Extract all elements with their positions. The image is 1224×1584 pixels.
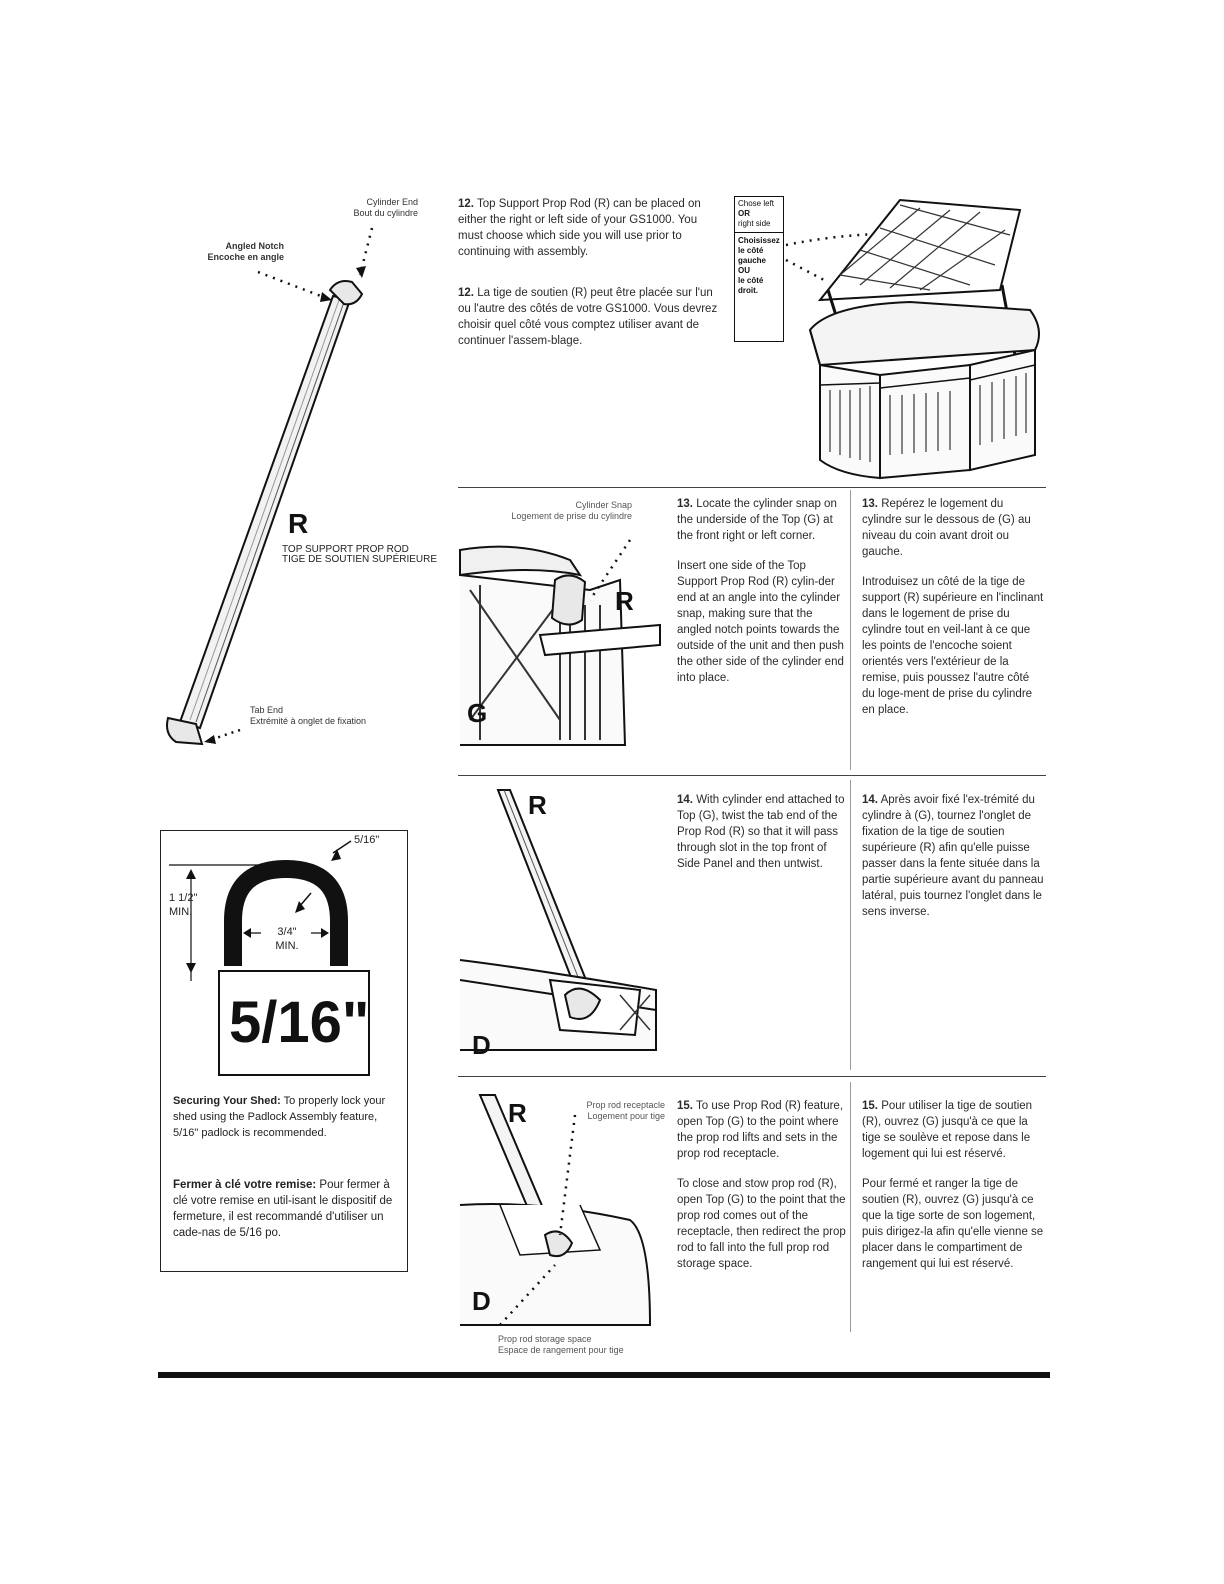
shackle-width-label: 3/4" MIN. — [275, 926, 299, 952]
step-13-en: 13. Locate the cylinder snap on the underside of the Top (G) at the front right or left corner. Insert one side of the Top Support Prop Rod (R) cylin-der end at an angle into the cylinder snap, making sure that the angled notch points towards the outside of the unit and then push the other side of the cylinder end into place. — [677, 498, 844, 684]
divider-13 — [458, 487, 1046, 488]
step-15-letter-d: D — [472, 1286, 491, 1316]
step-13-letter-g: G — [467, 698, 488, 728]
step-15-fr: 15. Pour utiliser la tige de soutien (R), ouvrez (G) jusqu'à ce que la tige se soulève et repose dans le logement qui lui est réservé. Pour fermé et ranger la tige de soutien (R), ouvrez (G) jusqu'à ce que la tige sorte de son logement, puis dirigez-la afin qu'elle vienne se placer dans le compartiment de rangement qui lui est réservé. — [862, 1100, 1044, 1270]
column-divider-15 — [850, 1082, 851, 1332]
cylinder-snap-label: Cylinder Snap Logement de prise du cylindre — [511, 500, 632, 521]
step-14-letter-d: D — [472, 1030, 491, 1060]
step-13-letter-r: R — [615, 586, 634, 616]
step-14-en: 14. With cylinder end attached to Top (G), twist the tab end of the Prop Rod (R) so that it will pass through slot in the top front of Side Panel and then untwist. — [677, 794, 845, 870]
padlock-en-text: Securing Your Shed: To properly lock your shed using the Padlock Assembly feature, 5/16" padlock is recommended. — [173, 1095, 386, 1139]
shed-open-lid-drawing — [780, 190, 1060, 490]
page-bottom-rule — [158, 1372, 1050, 1378]
step-14-drawing — [460, 785, 660, 1065]
shackle-height-label: 1 1/2" MIN. — [169, 892, 198, 918]
step-15-en: 15. To use Prop Rod (R) feature, open Top (G) to the point where the prop rod lifts and sets in the prop rod receptacle. To close and stow prop rod (R), open Top (G) to the point that the prop rod comes out of the receptacle, then redirect the prop rod to fall into the full prop rod storage space. — [677, 1100, 846, 1270]
padlock-info-box — [160, 830, 408, 1272]
divider-15 — [458, 1076, 1046, 1077]
rod-name-label: TOP SUPPORT PROP ROD TIGE DE SOUTIEN SUPÉRIEURE — [282, 544, 438, 565]
padlock-fr-text: Fermer à clé votre remise: Pour fermer à clé votre remise en util-isant le dispositif de fermeture, il est recommandé d'utiliser un cade-nas de 5/16 po. — [173, 1179, 393, 1239]
divider-14 — [458, 775, 1046, 776]
column-divider-14 — [850, 780, 851, 1070]
step-12-en: 12. Top Support Prop Rod (R) can be placed on either the right or left side of your GS1000. You must choose which side you will use prior to continuing with assembly. — [458, 198, 701, 258]
step-14-letter-r: R — [528, 790, 547, 820]
shackle-diameter-label: 5/16" — [354, 834, 380, 846]
prop-rod-drawing — [0, 0, 460, 760]
step-15-drawing — [460, 1095, 670, 1335]
angled-notch-label: Angled Notch Encoche en angle — [207, 241, 284, 262]
tab-end-label: Tab End Extrémité à onglet de fixation — [250, 705, 367, 726]
column-divider-13 — [850, 490, 851, 770]
step-14-fr: 14. Après avoir fixé l'ex-trémité du cylindre à (G), tournez l'onglet de fixation de la tige de soutien supérieure (R) afin qu'elle puisse passer dans la fente située dans la partie supérieure avant du panneau latéral, puis tournez l'onglet dans le sens inverse. — [862, 794, 1044, 918]
prop-rod-storage-label: Prop rod storage space Espace de rangement pour tige — [498, 1334, 624, 1355]
choose-side-box: Chose left OR right side Choisissez le côté gauche OU le côté droit. — [734, 196, 784, 342]
step-13-drawing — [460, 520, 660, 760]
step-12-fr: 12. La tige de soutien (R) peut être placée sur l'un ou l'autre des côtés de votre GS1000. Vous devrez choisir quel côté vous comptez utiliser avant de continuer l'assem-blage. — [458, 287, 718, 347]
rod-letter: R — [288, 508, 309, 539]
prop-rod-receptacle-label: Prop rod receptacle Logement pour tige — [586, 1100, 665, 1121]
step-13-fr: 13. Repérez le logement du cylindre sur le dessous de (G) au niveau du coin avant droit ou gauche. Introduisez un côté de la tige de support (R) supérieure en l'inclinant dans le logement de prise du cylindre tout en veil-lant à ce que les points de l'encoche soient orientés vers l'extérieur de la remise, puis poussez l'autre côté du loge-ment de prise du cylindre en place. — [862, 498, 1044, 716]
cylinder-end-label: Cylinder End Bout du cylindre — [353, 197, 418, 218]
step-15-letter-r: R — [508, 1098, 527, 1128]
padlock-size: 5/16" — [229, 990, 370, 1055]
